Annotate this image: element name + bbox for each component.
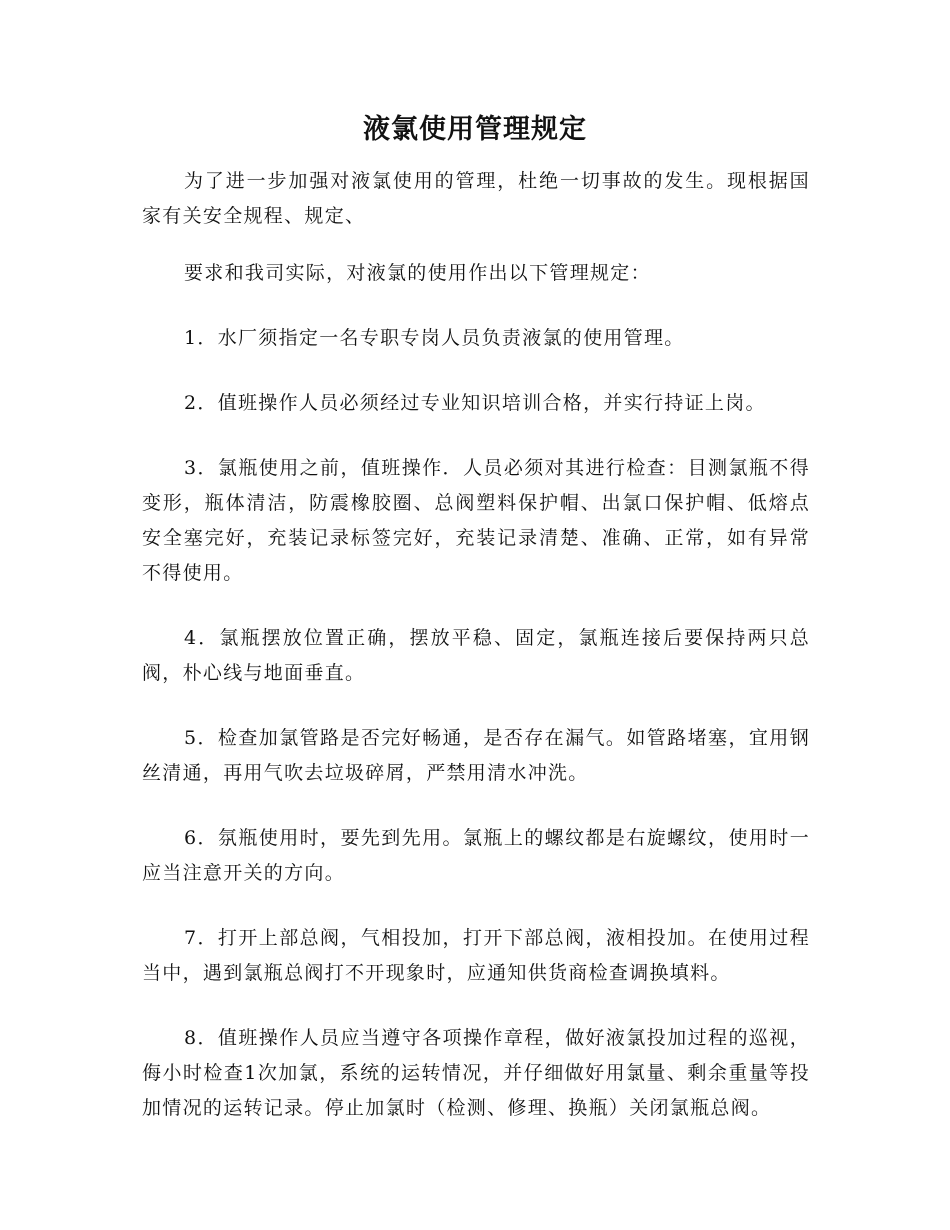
paragraph-item-7: 7．打开上部总阀，气相投加，打开下部总阀，液相投加。在使用过程当中，遇到氯瓶总阀打不开现象时，应通知供货商检查调换填料。 bbox=[142, 927, 810, 984]
paragraph-item-3: 3．氯瓶使用之前，值班操作．人员必须对其进行检查：目测氯瓶不得变形，瓶体清洁，防震橡胶圈、总阀塑料保护帽、出氯口保护帽、低熔点安全塞完好，充装记录标签完好，充装记录清楚、准确、正常，如有异常不得使用。 bbox=[142, 457, 810, 584]
paragraph-intro-continued: 要求和我司实际，对液氯的使用作出以下管理规定： bbox=[184, 262, 651, 284]
paragraph-item-5: 5．检查加氯管路是否完好畅通，是否存在漏气。如管路堵塞，宜用钢丝清通，再用气吹去垃圾碎屑，严禁用清水冲洗。 bbox=[142, 727, 810, 784]
paragraph-item-8: 8．值班操作人员应当遵守各项操作章程，做好液氯投加过程的巡视，侮小时检查1次加氯，系统的运转情况，并仔细做好用氯量、剩余重量等投加情况的运转记录。停止加氯时（检测、修理、换瓶）关闭氯瓶总阀。 bbox=[142, 1027, 810, 1119]
paragraph-item-1: 1．水厂须指定一名专职专岗人员负责液氯的使用管理。 bbox=[184, 327, 685, 349]
paragraph-item-6: 6．氛瓶使用时，要先到先用。氯瓶上的螺纹都是右旋螺纹，使用时一应当注意开关的方向。 bbox=[142, 827, 810, 884]
document-body bbox=[142, 164, 810, 1156]
paragraph-item-2: 2．值班操作人员必须经过专业知识培训合格，并实行持证上岗。 bbox=[184, 392, 766, 414]
paragraph-item-4: 4．氯瓶摆放位置正确，摆放平稳、固定，氯瓶连接后要保持两只总阀，朴心线与地面垂直。 bbox=[142, 627, 810, 684]
paragraph-intro: 为了进一步加强对液氯使用的管理，杜绝一切事故的发生。现根据国家有关安全规程、规定、 bbox=[142, 170, 810, 227]
document-title: 液氯使用管理规定 bbox=[363, 114, 587, 145]
